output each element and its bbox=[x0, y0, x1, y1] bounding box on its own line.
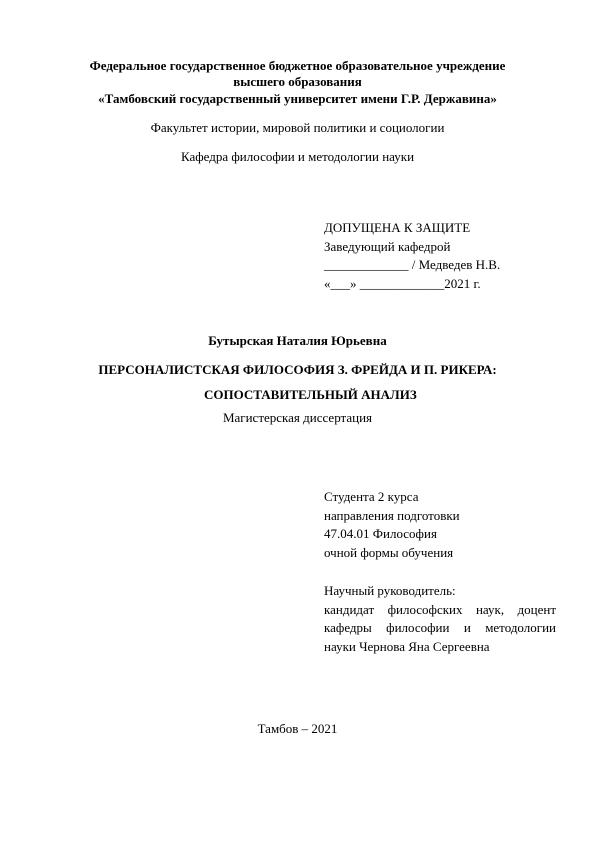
department-name: Кафедра философии и методологии науки bbox=[180, 149, 415, 164]
approval-signature-line: _____________ / Медведев Н.В. bbox=[324, 257, 501, 272]
supervisor-description: кандидат философских наук, доцент кафедры философии и методологии науки Чернова Яна Сергеевна bbox=[324, 601, 556, 654]
student-info-block bbox=[324, 488, 556, 562]
supervisor-label: Научный руководитель: bbox=[324, 583, 456, 598]
university-name: «Тамбовский государственный университет имени Г.Р. Державина» bbox=[98, 91, 497, 106]
approval-title: ДОПУЩЕНА К ЗАЩИТЕ bbox=[324, 220, 471, 235]
thesis-title-line-1: ПЕРСОНАЛИСТСКАЯ ФИЛОСОФИЯ З. ФРЕЙДА И П. РИКЕРА: bbox=[98, 362, 497, 377]
student-course: Студента 2 курса bbox=[324, 489, 419, 504]
thesis-title-line-2: СОПОСТАВИТЕЛЬНЫЙ АНАЛИЗ bbox=[204, 387, 417, 402]
city-year: Тамбов – 2021 bbox=[257, 721, 338, 736]
student-direction-code: 47.04.01 Философия bbox=[324, 526, 437, 541]
institution-line-2: высшего образования bbox=[233, 74, 362, 89]
institution-line-1: Федеральное государственное бюджетное образовательное учреждение bbox=[89, 58, 506, 73]
thesis-type: Магистерская диссертация bbox=[222, 410, 373, 425]
supervisor-block bbox=[324, 582, 556, 656]
author-name: Бутырская Наталия Юрьевна bbox=[208, 333, 387, 348]
faculty-name: Факультет истории, мировой политики и социологии bbox=[150, 120, 445, 135]
student-direction-label: направления подготовки bbox=[324, 507, 460, 523]
approval-block bbox=[324, 219, 556, 293]
approval-role: Заведующий кафедрой bbox=[324, 238, 451, 254]
approval-date-line: «___» _____________2021 г. bbox=[324, 275, 481, 291]
student-study-form: очной формы обучения bbox=[324, 544, 454, 560]
